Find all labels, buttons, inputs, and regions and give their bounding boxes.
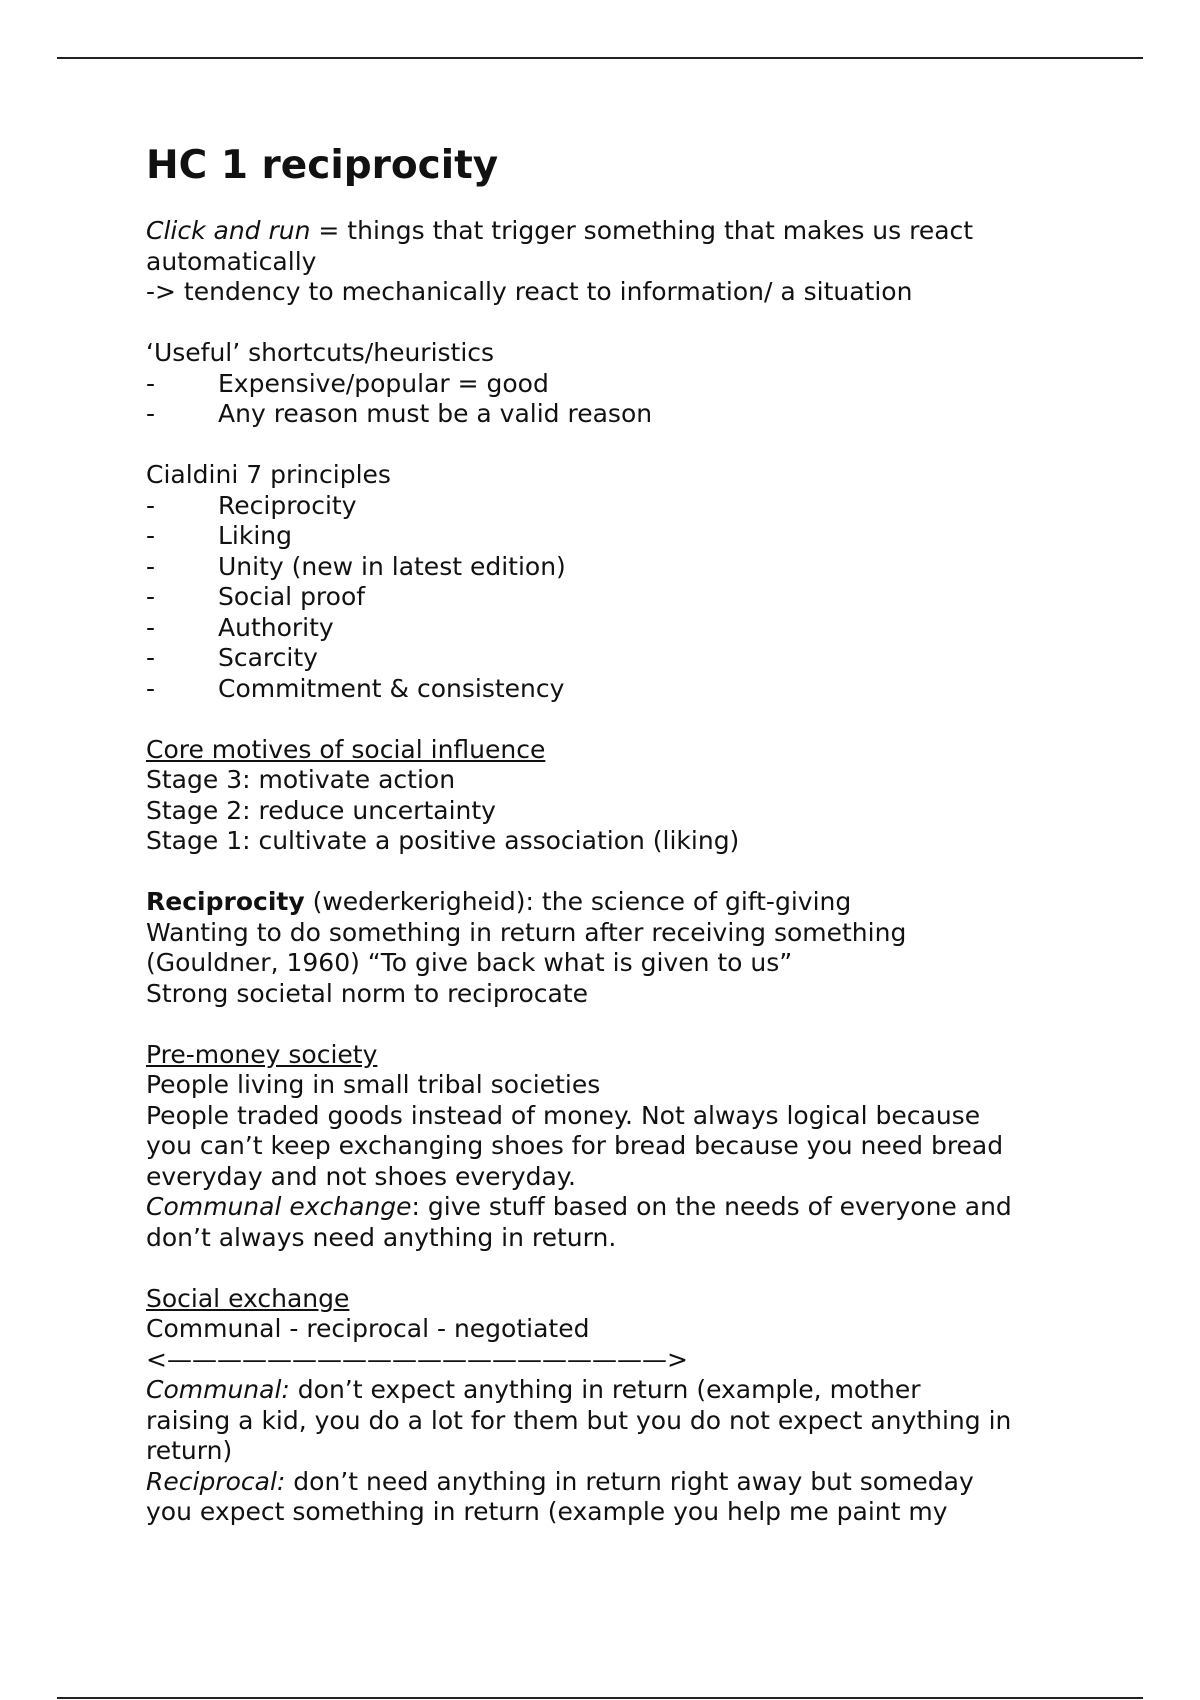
list-item: - Authority bbox=[146, 612, 334, 642]
principles-section bbox=[146, 460, 1066, 735]
pre-money-line: everyday and not shoes everyday. bbox=[146, 1161, 576, 1191]
communal-line-2: raising a kid, you do a lot for them but you do not expect anything in bbox=[146, 1405, 1012, 1435]
core-motives-line: Stage 3: motivate action bbox=[146, 765, 456, 794]
intro-line-3: -> tendency to mechanically react to information/ a situation bbox=[146, 277, 913, 306]
intro-line-2: automatically bbox=[146, 246, 317, 276]
communal-exchange-line-1: Communal exchange: give stuff based on the needs of everyone and bbox=[146, 1192, 1012, 1221]
core-motives-line: Stage 1: cultivate a positive association (liking) bbox=[146, 826, 740, 855]
core-motives-section bbox=[146, 735, 1066, 888]
term-communal: Communal: bbox=[146, 1375, 290, 1404]
core-motives-line: Stage 2: reduce uncertainty bbox=[146, 795, 496, 825]
list-item: - Scarcity bbox=[146, 643, 318, 672]
list-item: - Commitment & consistency bbox=[146, 673, 565, 703]
term-communal-exchange: Communal exchange bbox=[146, 1192, 412, 1221]
spectrum-arrow: <————————————————————> bbox=[146, 1344, 688, 1374]
list-item: - Social proof bbox=[146, 582, 366, 611]
pre-money-heading: Pre-money society bbox=[146, 1039, 378, 1069]
list-item: - Expensive/popular = good bbox=[146, 368, 549, 398]
communal-exchange-line-2: don’t always need anything in return. bbox=[146, 1222, 617, 1252]
communal-line-3: return) bbox=[146, 1436, 233, 1465]
document-page bbox=[146, 142, 1066, 1528]
reciprocity-line: Wanting to do something in return after receiving something bbox=[146, 917, 907, 947]
intro-line-1: Click and run = things that trigger something that makes us react bbox=[146, 216, 974, 245]
reciprocity-line-1: Reciprocity (wederkerigheid): the science of gift-giving bbox=[146, 887, 852, 916]
shortcuts-section bbox=[146, 338, 1066, 460]
pre-money-section bbox=[146, 1040, 1066, 1284]
page-bottom-rule bbox=[57, 1697, 1143, 1699]
social-exchange-heading: Social exchange bbox=[146, 1283, 350, 1313]
reciprocity-line: (Gouldner, 1960) “To give back what is given to us” bbox=[146, 948, 793, 977]
exchange-spectrum: Communal - reciprocal - negotiated bbox=[146, 1314, 590, 1343]
pre-money-line: you can’t keep exchanging shoes for bread because you need bread bbox=[146, 1131, 1004, 1160]
principles-list bbox=[146, 491, 1066, 705]
shortcuts-heading: ‘Useful’ shortcuts/heuristics bbox=[146, 338, 495, 367]
reciprocal-line-1: Reciprocal: don’t need anything in return right away but someday bbox=[146, 1466, 974, 1496]
term-click-and-run: Click and run bbox=[146, 216, 311, 245]
list-item: - Liking bbox=[146, 521, 293, 550]
reciprocal-line-2: you expect something in return (example you help me paint my bbox=[146, 1497, 948, 1526]
list-item: - Unity (new in latest edition) bbox=[146, 551, 566, 581]
term-reciprocal: Reciprocal: bbox=[146, 1466, 286, 1496]
pre-money-line: People living in small tribal societies bbox=[146, 1070, 601, 1099]
page-title: HC 1 reciprocity bbox=[146, 143, 499, 188]
reciprocity-section bbox=[146, 887, 1066, 1040]
page-top-rule bbox=[57, 57, 1143, 59]
reciprocity-line: Strong societal norm to reciprocate bbox=[146, 978, 589, 1008]
list-item: - Reciprocity bbox=[146, 490, 357, 520]
communal-line-1: Communal: don’t expect anything in return (example, mother bbox=[146, 1375, 921, 1404]
social-exchange-section bbox=[146, 1284, 1066, 1528]
intro-paragraph bbox=[146, 216, 1066, 338]
core-motives-heading: Core motives of social influence bbox=[146, 734, 546, 764]
term-reciprocity: Reciprocity bbox=[146, 887, 305, 916]
principles-heading: Cialdini 7 principles bbox=[146, 460, 391, 489]
shortcuts-list bbox=[146, 369, 1066, 430]
list-item: - Any reason must be a valid reason bbox=[146, 399, 653, 428]
pre-money-line: People traded goods instead of money. Not always logical because bbox=[146, 1100, 981, 1130]
